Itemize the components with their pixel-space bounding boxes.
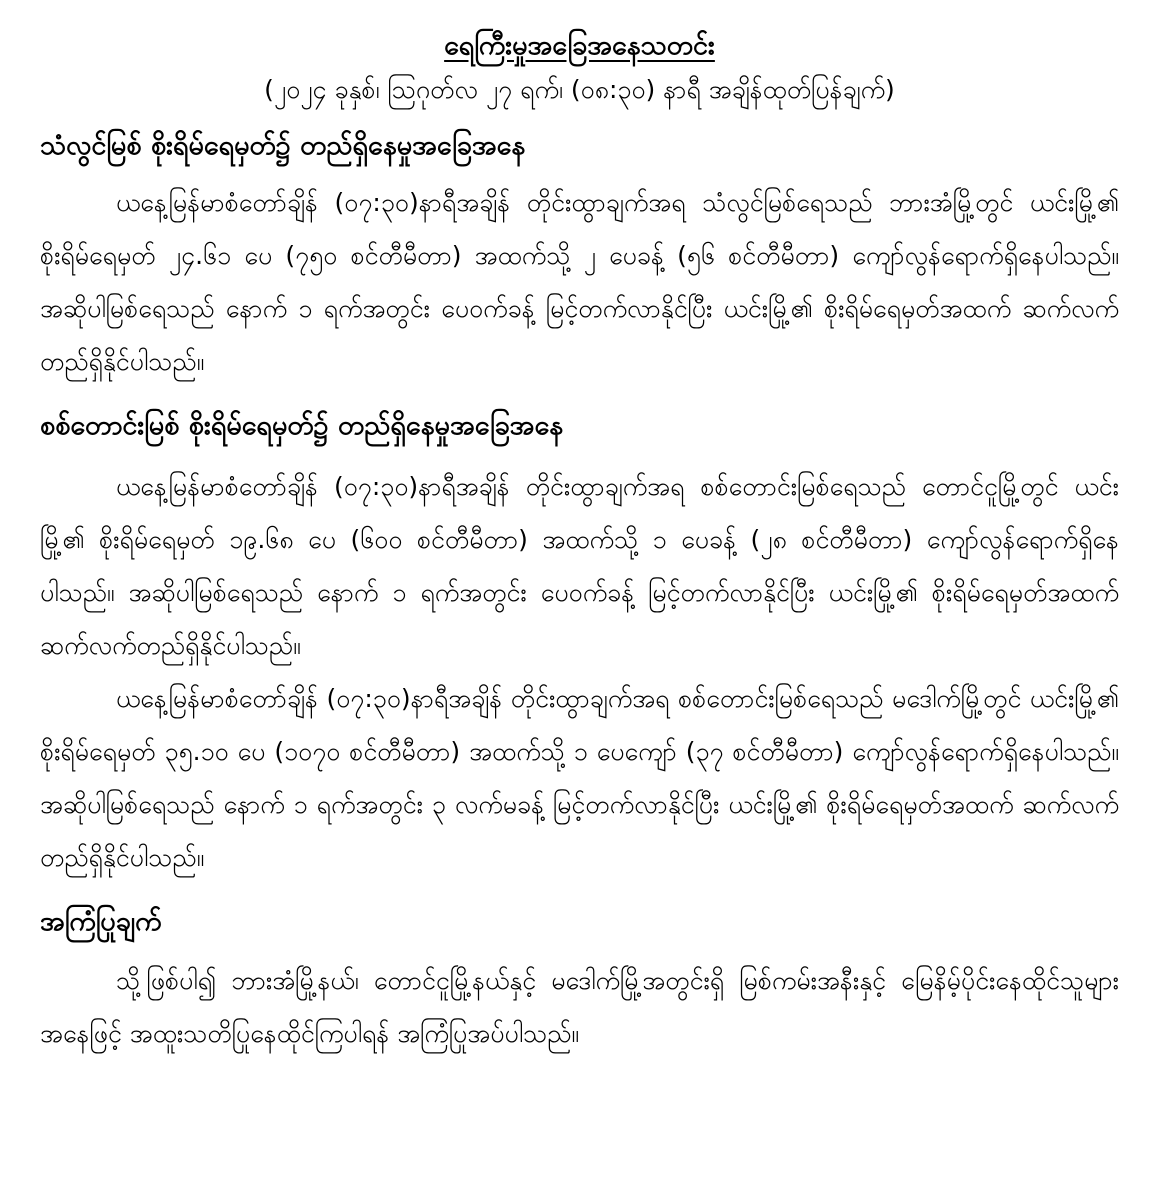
section-paragraph: သို့ဖြစ်ပါ၍ ဘားအံမြို့နယ်၊ တောင်ငူမြို့နယ်နှင့် မဒေါက်မြို့အတွင်းရှိ မြစ်ကမ်းအနီးနှင့် မြေနိမ့်ပိုင်းနေထိုင်သူများအနေဖြင့် အထူးသတိပြုနေထိုင်ကြပါရန် အကြံပြုအပ်ပါသည်။ — [40, 966, 1119, 1048]
document-title: ရေကြီးမှုအခြေအနေသတင်း — [444, 30, 715, 61]
section-paragraph: ယနေ့မြန်မာစံတော်ချိန် (၀၇:၃၀)နာရီအချိန် တိုင်းထွာချက်အရ သံလွင်မြစ်ရေသည် ဘားအံမြို့တွင် ယင်းမြို့၏ စိုးရိမ်ရေမှတ် ၂၄.၆၁ ပေ (၇၅၀ စင်တီမီတာ) အထက်သို့ ၂ ပေခန့် (၅၆ စင်တီမီတာ) ကျော်လွန်ရောက်ရှိနေပါသည်။ အဆိုပါမြစ်ရေသည် နောက် ၁ ရက်အတွင်း ပေ၀က်ခန့် မြင့်တက်လာနိုင်ပြီး ယင်းမြို့၏ စိုးရိမ်ရေမှတ်အထက် ဆက်လက်တည်ရှိနိုင်ပါသည်။ — [40, 188, 1119, 376]
document-subtitle: (၂၀၂၄ ခုနှစ်၊ ဩဂုတ်လ ၂၇ ရက်၊ (၀၈:၃၀) နာရီ အချိန်ထုတ်ပြန်ချက်) — [264, 75, 895, 104]
section-heading: အကြံပြုချက် — [40, 906, 162, 937]
section-paragraph: ယနေ့မြန်မာစံတော်ချိန် (၀၇:၃၀)နာရီအချိန် တိုင်းထွာချက်အရ စစ်တောင်းမြစ်ရေသည် မဒေါက်မြို့တွင် ယင်းမြို့၏ စိုးရိမ်ရေမှတ် ၃၅.၁၀ ပေ (၁၀၇၀ စင်တီမီတာ) အထက်သို့ ၁ ပေကျော် (၃၇ စင်တီမီတာ) ကျော်လွန်ရောက်ရှိနေပါသည်။ အဆိုပါမြစ်ရေသည် နောက် ၁ ရက်အတွင်း ၃ လက်မခန့် မြင့်တက်လာနိုင်ပြီး ယင်းမြို့၏ စိုးရိမ်ရေမှတ်အထက် ဆက်လက်တည်ရှိနိုင်ပါသည်။ — [40, 684, 1119, 872]
section-salween-river — [40, 126, 1119, 388]
section-paragraph: ယနေ့မြန်မာစံတော်ချိန် (၀၇:၃၀)နာရီအချိန် တိုင်းထွာချက်အရ စစ်တောင်းမြစ်ရေသည် တောင်ငူမြို့တွင် ယင်းမြို့၏ စိုးရိမ်ရေမှတ် ၁၉.၆၈ ပေ (၆၀၀ စင်တီမီတာ) အထက်သို့ ၁ ပေခန့် (၂၈ စင်တီမီတာ) ကျော်လွန်ရောက်ရှိနေပါသည်။ အဆိုပါမြစ်ရေသည် နောက် ၁ ရက်အတွင်း ပေ၀က်ခန့် မြင့်တက်လာနိုင်ပြီး ယင်းမြို့၏ စိုးရိမ်ရေမှတ်အထက် ဆက်လက်တည်ရှိနိုင်ပါသည်။ — [40, 472, 1119, 660]
section-sittaung-river — [40, 406, 1119, 884]
section-heading: သံလွင်မြစ် စိုးရိမ်ရေမှတ်၌ တည်ရှိနေမှုအခြေအနေ — [40, 130, 526, 161]
section-advice — [40, 902, 1119, 1060]
section-heading: စစ်တောင်းမြစ် စိုးရိမ်ရေမှတ်၌ တည်ရှိနေမှုအခြေအနေ — [40, 410, 564, 441]
